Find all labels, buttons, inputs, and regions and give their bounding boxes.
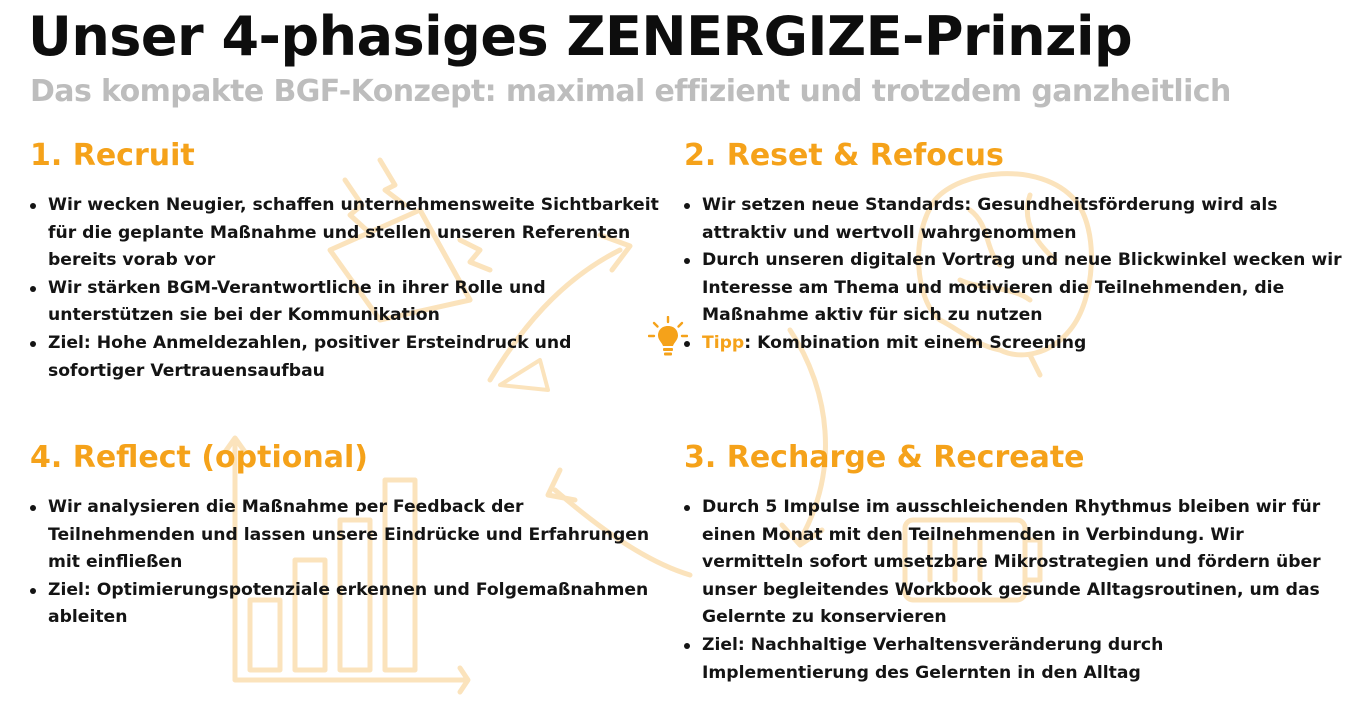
bullet-list <box>684 192 1344 358</box>
page-subtitle: Das kompakte BGF-Konzept: maximal effizient und trotzdem ganzheitlich <box>30 74 1231 109</box>
bullet-list <box>684 494 1334 687</box>
tip-label: Tipp <box>702 332 745 353</box>
lightbulb-icon <box>648 316 688 358</box>
phase-recharge-recreate <box>684 438 1334 687</box>
page-title: Unser 4-phasiges ZENERGIZE-Prinzip <box>28 5 1133 68</box>
bullet-list <box>30 494 660 632</box>
list-item: Durch unseren digitalen Vortrag und neue Blickwinkel wecken wir Interesse am Thema und motivieren die Teilnehmenden, die Maßnahme aktiv für sich zu nutzen <box>684 247 1344 330</box>
phase-heading: 4. Reflect (optional) <box>30 440 368 475</box>
list-item: Wir analysieren die Maßnahme per Feedback der Teilnehmenden und lassen unsere Eindrücke und Erfahrungen mit einfließen <box>30 494 660 577</box>
phase-heading: 2. Reset & Refocus <box>684 138 1004 173</box>
list-item: Ziel: Optimierungspotenziale erkennen und Folgemaßnahmen ableiten <box>30 577 660 632</box>
phase-heading: 1. Recruit <box>30 138 195 173</box>
tip-item <box>684 330 1344 358</box>
phase-heading: 3. Recharge & Recreate <box>684 440 1085 475</box>
phase-recruit <box>30 136 660 385</box>
list-item: Wir wecken Neugier, schaffen unternehmensweite Sichtbarkeit für die geplante Maßnahme und stellen unseren Referenten bereits vorab vor <box>30 192 660 275</box>
list-item: Ziel: Hohe Anmeldezahlen, positiver Ersteindruck und sofortiger Vertrauensaufbau <box>30 330 660 385</box>
list-item: Wir setzen neue Standards: Gesundheitsförderung wird als attraktiv und wertvoll wahrgenommen <box>684 192 1344 247</box>
phase-reset-refocus <box>684 136 1344 358</box>
phase-reflect <box>30 438 660 632</box>
bullet-list <box>30 192 660 385</box>
list-item: Wir stärken BGM-Verantwortliche in ihrer Rolle und unterstützen sie bei der Kommunikation <box>30 275 660 330</box>
list-item: Durch 5 Impulse im ausschleichenden Rhythmus bleiben wir für einen Monat mit den Teilnehmenden in Verbindung. Wir vermitteln sofort umsetzbare Mikrostrategien und fördern über unser begleitendes Workbook gesunde Alltagsroutinen, um das Gelernte zu konservieren <box>684 494 1334 632</box>
list-item: Ziel: Nachhaltige Verhaltensveränderung durch Implementierung des Gelernten in den Alltag <box>684 632 1334 687</box>
tip-text: : Kombination mit einem Screening <box>744 332 1087 353</box>
